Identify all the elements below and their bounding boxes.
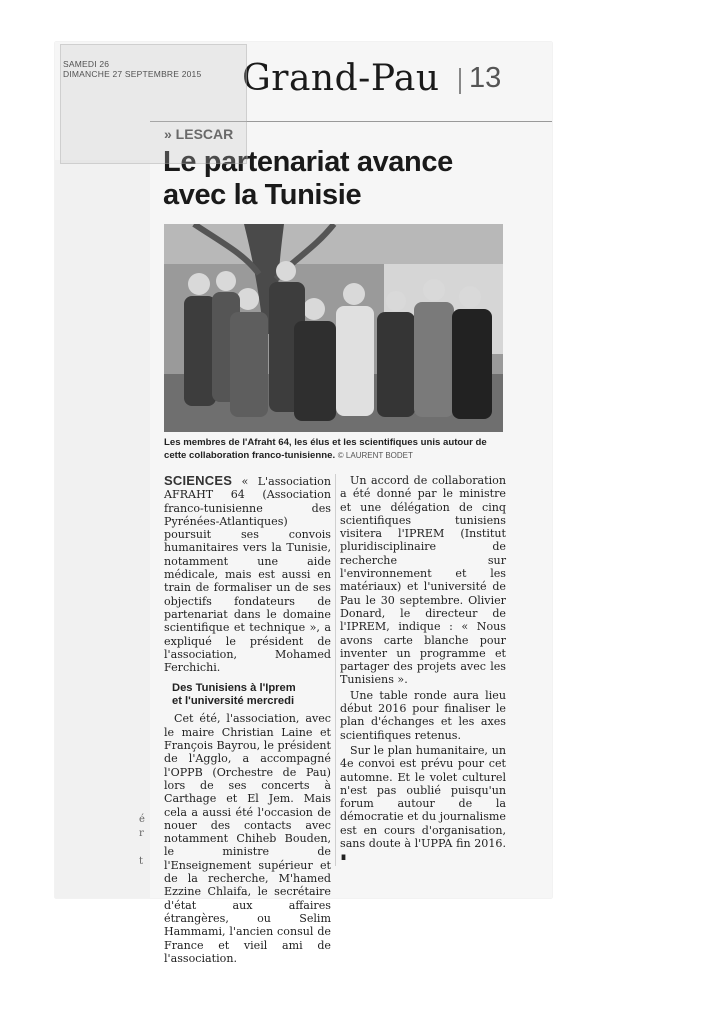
group-photo-image (164, 224, 503, 432)
date-line-2: DIMANCHE 27 SEPTEMBRE 2015 (63, 69, 202, 79)
margin-fragment: t (139, 856, 144, 867)
column-divider (335, 474, 336, 866)
headline-line-2: avec la Tunisie (163, 179, 362, 211)
subheading (172, 682, 331, 708)
group-photo (164, 224, 503, 432)
text-column-2 (340, 474, 506, 866)
lead-word: SCIENCES (164, 473, 233, 488)
kicker-location: » LESCAR (164, 126, 234, 142)
section-title: Grand-Pau (242, 58, 440, 99)
photo-credit: © LAURENT BODET (337, 451, 413, 460)
paragraph-2: Cet été, l'association, avec le maire Christian Laine et François Bayrou, le président de l'Agglo, a accompagné l'OPPB (Orchestre de Pau) lors de ses concerts à Carthage et El Jem. Mais cela a aussi été l'occasion de nouer des contacts avec notamment Chiheb Bouden, le ministre de l'Enseignement supérieur et de la recherche, M'hamed Ezzine Chlaifa, le secrétaire d'état aux affaires étrangères, ou Selim Hammami, l'ancien consul de France et vieil ami de l'association. (164, 712, 331, 965)
adhesive-tape (60, 44, 247, 164)
margin-fragment: é (139, 814, 145, 825)
text-column-1 (164, 474, 331, 967)
adjacent-column-strip (55, 160, 150, 898)
caption-text: Les membres de l'Afraht 64, les élus et les scientifiques unis autour de cette collaboration franco-tunisienne. (164, 437, 487, 461)
paragraph-3: Un accord de collaboration a été donné par le ministre et une délégation de cinq scientifiques tunisiens visitera l'IPREM (Institut pluridisciplinaire de recherche sur l'environnement et les matériaux) et l'université de Pau le 30 septembre. Olivier Donard, le directeur de l'IPREM, indique : « Nous avons carte blanche pour inventer un programme et partager des projets avec les Tunisiens ». (340, 474, 506, 687)
page-number: 13 (469, 62, 502, 94)
newspaper-clipping (55, 42, 552, 965)
subheading-line-1: Des Tunisiens à l'Iprem (172, 682, 296, 695)
page-number-divider (459, 68, 461, 94)
paragraph-1 (164, 474, 331, 674)
paragraph-1-text: « L'association AFRAHT 64 (Association franco-tunisienne des Pyrénées-Atlantiques) poursuit ses convois humanitaires vers la Tunisie, notamment une aide médicale, mais est aussi en train de formaliser un de ses objectifs fondateurs de partenariat dans le domaine scientifique et technique », a expliqué le président de l'association, Mohamed Ferchichi. (164, 475, 331, 675)
paragraph-4: Une table ronde aura lieu début 2016 pour finaliser le plan d'échanges et les axes scientifiques retenus. (340, 688, 506, 742)
paragraph-5: Sur le plan humanitaire, un 4e convoi est prévu pour cet automne. Et le volet culturel n'est pas oublié puisqu'un forum autour de la démocratie et du journalisme est en cours d'organisation, sans doute à l'UPPA fin 2016. ∎ (340, 743, 506, 864)
headline-line-1: Le partenariat avance (163, 146, 453, 178)
date-line-1: SAMEDI 26 (63, 59, 110, 69)
subheading-line-2: et l'université mercredi (172, 695, 295, 708)
margin-fragment: r (139, 828, 144, 839)
article (150, 122, 552, 965)
photo-caption (164, 436, 509, 462)
